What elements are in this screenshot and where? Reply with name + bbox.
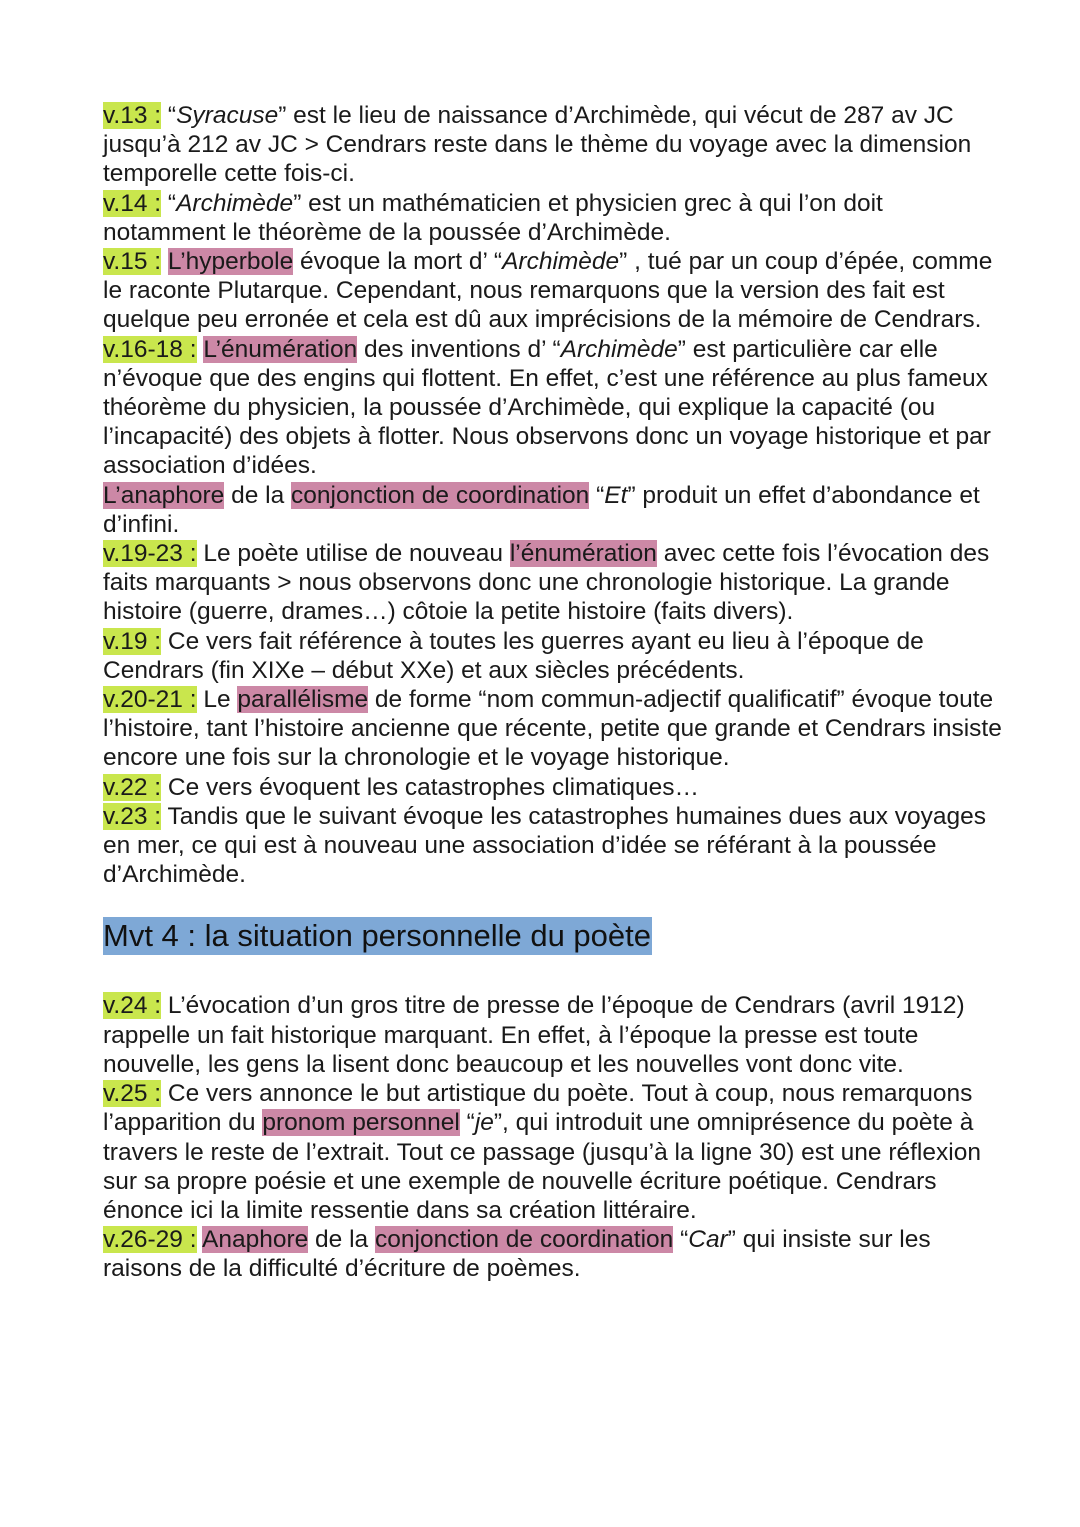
analysis-paragraph [103, 335, 1003, 481]
paragraph-text: ” est un mathématicien et physicien grec à qui l’on doit notamment le théorème de la poussée d’Archimède. [103, 189, 883, 246]
verse-reference: v.20-21 : [103, 686, 197, 714]
figure-of-speech-highlight: parallélisme [237, 686, 369, 714]
paragraph-text: ”, qui introduit une omniprésence du poète à travers le reste de l’extrait. Tout ce passage (jusqu’à la ligne 30) est une réflexion sur sa propre poésie et une exemple de nouvelle écriture poétique. Cendrars énonce ici la limite ressentie dans sa création littéraire. [103, 1109, 981, 1224]
figure-of-speech-highlight: l’énumération [509, 540, 657, 568]
quoted-word: Et [604, 481, 628, 509]
verse-reference: v.15 : [103, 248, 162, 276]
verse-reference: v.13 : [103, 102, 162, 129]
paragraph-text: Tandis que le suivant évoque les catastrophes humaines dues aux voyages en mer, ce qui est à nouveau une association d’idée se référant à la poussée d’Archimède. [103, 802, 987, 889]
paragraph-text: de la [308, 1226, 375, 1254]
paragraph-text: avec cette fois l’évocation des faits marquants > nous observons donc une chronologie historique. La grande histoire (guerre, drames…) côtoie la petite histoire (faits divers). [103, 540, 990, 626]
section-heading: Mvt 4 : la situation personnelle du poète [103, 918, 652, 954]
verse-reference: v.16-18 : [103, 335, 197, 363]
paragraph-text: Ce vers annonce le but artistique du poète. Tout à coup, nous remarquons l’apparition du [103, 1080, 973, 1137]
paragraph-text: de forme “nom commun-adjectif qualificatif” évoque toute l’histoire, tant l’histoire ancienne que récente, petite que grande et Cendrars insiste encore une fois sur la chronologie et le voyage historique. [103, 686, 1002, 772]
paragraph-text: ” qui insiste sur les raisons de la difficulté d’écriture de poèmes. [103, 1226, 931, 1283]
paragraph-text: “ [589, 481, 605, 509]
figure-of-speech-highlight: conjonction de coordination [291, 481, 590, 509]
paragraph-text: ” est le lieu de naissance d’Archimède, qui vécut de 287 av JC jusqu’à 212 av JC > Cendrars reste dans le thème du voyage avec la dimension temporelle cette fois-ci. [103, 102, 972, 188]
verse-reference: v.14 : [103, 189, 162, 217]
quoted-word: Syracuse [176, 102, 279, 129]
figure-of-speech-highlight: L’anaphore [103, 481, 225, 509]
analysis-block-mvt4 [103, 991, 1003, 1283]
analysis-paragraph [103, 773, 1003, 802]
paragraph-text: Ce vers évoquent les catastrophes climatiques… [161, 773, 700, 801]
figure-of-speech-highlight: pronom personnel [262, 1109, 460, 1137]
paragraph-text: “ [459, 1109, 475, 1137]
analysis-paragraph [103, 247, 1003, 335]
figure-of-speech-highlight: L’hyperbole [167, 248, 294, 276]
quoted-word: Archimède [560, 335, 678, 363]
analysis-paragraph [103, 539, 1003, 627]
paragraph-text: de la [224, 481, 292, 509]
quoted-word: je [474, 1109, 494, 1137]
verse-reference: v.22 : [103, 773, 162, 801]
quoted-word: Archimède [176, 189, 294, 217]
analysis-block-mvt3 [103, 101, 1003, 889]
analysis-paragraph [103, 1225, 1003, 1283]
verse-reference: v.23 : [103, 802, 162, 830]
section-heading-wrap [103, 917, 1003, 955]
analysis-paragraph [103, 802, 1003, 890]
analysis-paragraph [103, 189, 1003, 247]
verse-reference: v.25 : [103, 1080, 162, 1108]
paragraph-text: “ [673, 1226, 689, 1254]
quoted-word: Car [688, 1226, 728, 1254]
paragraph-text: Ce vers fait référence à toutes les guerres ayant eu lieu à l’époque de Cendrars (fin XIXe – début XXe) et aux siècles précédents. [103, 627, 924, 684]
paragraph-text: “ [161, 102, 177, 129]
analysis-paragraph [103, 685, 1003, 773]
paragraph-text: ” , tué par un coup d’épée, comme le raconte Plutarque. Cependant, nous remarquons que la version des fait est quelque peu erronée et cela est dû aux imprécisions de la mémoire de Cendrars. [103, 248, 993, 334]
figure-of-speech-highlight: conjonction de coordination [375, 1226, 674, 1254]
paragraph-text: évoque la mort d’ “ [293, 248, 503, 276]
paragraph-text: Le poète utilise de nouveau [196, 540, 510, 568]
verse-reference: v.24 : [103, 992, 162, 1020]
verse-reference: v.26-29 : [103, 1226, 197, 1254]
paragraph-text: Le [196, 686, 238, 714]
analysis-paragraph [103, 101, 1003, 189]
document-page [103, 101, 1003, 1284]
paragraph-text: ” est particulière car elle n’évoque que des engins qui flottent. En effet, c’est une référence au plus fameux théorème du physicien, la poussée d’Archimède, qui explique la capacité (ou l’incapacité) des objets à flotter. Nous observons donc un voyage historique et par association d’idées. [103, 335, 991, 480]
figure-of-speech-highlight: L’énumération [203, 335, 358, 363]
paragraph-text: ” produit un effet d’abondance et d’infini. [103, 481, 980, 538]
analysis-paragraph [103, 481, 1003, 539]
analysis-paragraph [103, 1079, 1003, 1225]
quoted-word: Archimède [502, 248, 620, 276]
analysis-paragraph [103, 627, 1003, 685]
analysis-paragraph [103, 991, 1003, 1079]
verse-reference: v.19-23 : [103, 540, 197, 568]
paragraph-text: des inventions d’ “ [357, 335, 561, 363]
verse-reference: v.19 : [103, 627, 162, 655]
paragraph-text [161, 248, 168, 275]
paragraph-text: L’évocation d’un gros titre de presse de l’époque de Cendrars (avril 1912) rappelle un fait historique marquant. En effet, à l’époque la presse est toute nouvelle, les gens la lisent donc beaucoup et les nouvelles vont donc vite. [103, 992, 965, 1078]
figure-of-speech-highlight: Anaphore [201, 1226, 309, 1254]
paragraph-text: “ [161, 189, 177, 217]
